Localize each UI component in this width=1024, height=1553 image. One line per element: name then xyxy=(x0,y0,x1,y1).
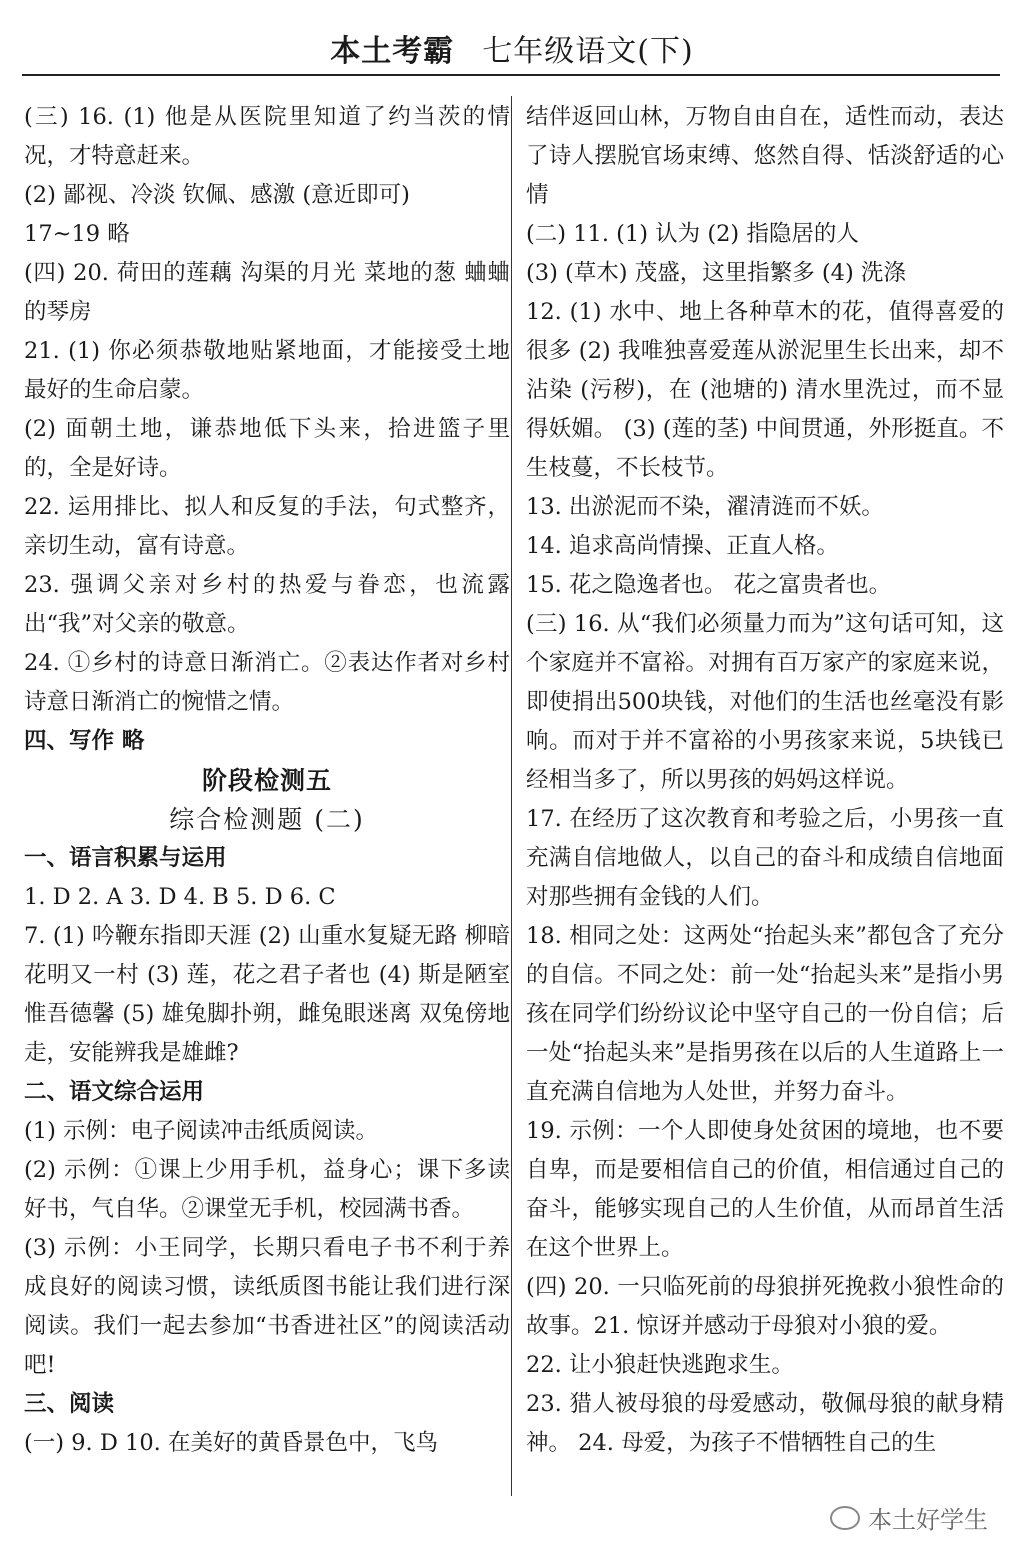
answer-paragraph: (四) 20. 荷田的莲藕 沟渠的月光 菜地的葱 蛐蛐的琴房 xyxy=(24,260,510,325)
answer-paragraph: (1) 示例：电子阅读冲击纸质阅读。 xyxy=(24,1118,379,1144)
answer-paragraph: (2) 鄙视、冷淡 钦佩、感激 (意近即可) xyxy=(24,182,410,208)
answer-paragraph: (三) 16. (1) 他是从医院里知道了约当茨的情况，才特意赶来。 xyxy=(24,104,510,169)
running-title xyxy=(0,26,1024,70)
answer-paragraph: 19. 示例：一个人即使身处贫困的境地，也不要自卑，而是要相信自己的价值，相信通过自己的奋斗，能够实现自己的人生价值，从而昂首生活在这个世界上。 xyxy=(526,1118,1004,1261)
section-heading: 三、阅读 xyxy=(24,1391,115,1417)
answer-paragraph: 结伴返回山林，万物自由自在，适性而动，表达了诗人摆脱官场束缚、悠然自得、恬淡舒适的心情 xyxy=(526,104,1004,208)
answer-paragraph: (2) 示例：①课上少用手机，益身心；课下多读好书，气自华。②课堂无手机，校园满书香。 xyxy=(24,1157,510,1222)
part-title: 阶段检测五 xyxy=(201,766,332,795)
header-rule xyxy=(22,74,1000,76)
wechat-icon xyxy=(830,1506,860,1530)
answer-paragraph: (3) 示例：小王同学，长期只看电子书不利于养成良好的阅读习惯，读纸质图书能让我们进行深阅读。我们一起去参加“书香进社区”的阅读活动吧! xyxy=(24,1235,510,1378)
answer-paragraph: (三) 16. 从“我们必须量力而为”这句话可知，这个家庭并不富裕。对拥有百万家产的家庭来说，即使捐出500块钱，对他们的生活也丝毫没有影响。而对于并不富裕的小男孩家来说，5块钱已经相当多了，所以男孩的妈妈这样说。 xyxy=(526,611,1004,793)
answer-paragraph: 22. 运用排比、拟人和反复的手法，句式整齐，亲切生动，富有诗意。 xyxy=(24,494,510,559)
answer-paragraph: 21. (1) 你必须恭敬地贴紧地面，才能接受土地最好的生命启蒙。 xyxy=(24,338,510,403)
answer-paragraph: (2) 面朝土地，谦恭地低下头来，拾进篮子里的，全是好诗。 xyxy=(24,416,510,481)
part-subtitle: 综合检测题 (二) xyxy=(169,805,365,834)
page-header xyxy=(0,0,1024,80)
brand-title: 本土考霸 xyxy=(330,34,455,69)
right-column xyxy=(526,98,1004,1463)
watermark-text: 本土好学生 xyxy=(868,1506,988,1534)
section-heading: 一、语言积累与运用 xyxy=(24,845,227,871)
answer-paragraph: 14. 追求高尚情操、正直人格。 xyxy=(526,533,839,559)
answer-paragraph: 23. 猎人被母狼的母爱感动，敬佩母狼的献身精神。 24. 母爱，为孩子不惜牺牲自己的生 xyxy=(526,1391,1004,1456)
answer-paragraph: 24. ①乡村的诗意日渐消亡。②表达作者对乡村诗意日渐消亡的惋惜之情。 xyxy=(24,650,510,715)
subject-title: 七年级语文(下) xyxy=(482,34,694,69)
section-heading: 二、语文综合运用 xyxy=(24,1079,205,1105)
answer-paragraph: 23. 强调父亲对乡村的热爱与眷恋，也流露出“我”对父亲的敬意。 xyxy=(24,572,510,637)
answer-paragraph: 7. (1) 吟鞭东指即天涯 (2) 山重水复疑无路 柳暗花明又一村 (3) 莲，花之君子者也 (4) 斯是陋室 惟吾德馨 (5) 雄兔脚扑朔，雌兔眼迷离 双兔傍地走，安能辨我是雄雌? xyxy=(24,923,510,1066)
answer-paragraph: 12. (1) 水中、地上各种草木的花，值得喜爱的很多 (2) 我唯独喜爱莲从淤泥里生长出来，却不沾染 (污秽)，在 (池塘的) 清水里洗过，而不显得妖媚。 (3) (莲的茎) 中间贯通，外形挺直。不生枝蔓，不长枝节。 xyxy=(526,299,1004,481)
answer-paragraph: 17. 在经历了这次教育和考验之后，小男孩一直充满自信地做人，以自己的奋斗和成绩自信地面对那些拥有金钱的人们。 xyxy=(526,806,1004,910)
answer-paragraph: (四) 20. 一只临死前的母狼拼死挽救小狼性命的故事。21. 惊讶并感动于母狼对小狼的爱。 xyxy=(526,1274,1004,1339)
answer-paragraph: (一) 9. D 10. 在美好的黄昏景色中，飞鸟 xyxy=(24,1430,438,1456)
answer-paragraph: 17~19 略 xyxy=(24,221,130,247)
answer-paragraph: 1. D 2. A 3. D 4. B 5. D 6. C xyxy=(24,884,336,910)
section-heading: 四、写作 略 xyxy=(24,728,145,754)
watermark xyxy=(830,1500,988,1535)
answer-paragraph: (二) 11. (1) 认为 (2) 指隐居的人 xyxy=(526,221,859,247)
answer-paragraph: 18. 相同之处：这两处“抬起头来”都包含了充分的自信。不同之处：前一处“抬起头来”是指小男孩在同学们纷纷议论中坚守自己的一份自信；后一处“抬起头来”是指男孩在以后的人生道路上一直充满自信地为人处世，并努力奋斗。 xyxy=(526,923,1004,1105)
answer-paragraph: (3) (草木) 茂盛，这里指繁多 (4) 洗涤 xyxy=(526,260,906,286)
answer-paragraph: 13. 出淤泥而不染，濯清涟而不妖。 xyxy=(526,494,884,520)
answer-paragraph: 15. 花之隐逸者也。 花之富贵者也。 xyxy=(526,572,892,598)
column-divider xyxy=(511,96,512,1496)
answer-paragraph: 22. 让小狼赶快逃跑求生。 xyxy=(526,1352,794,1378)
left-column xyxy=(24,98,510,1463)
